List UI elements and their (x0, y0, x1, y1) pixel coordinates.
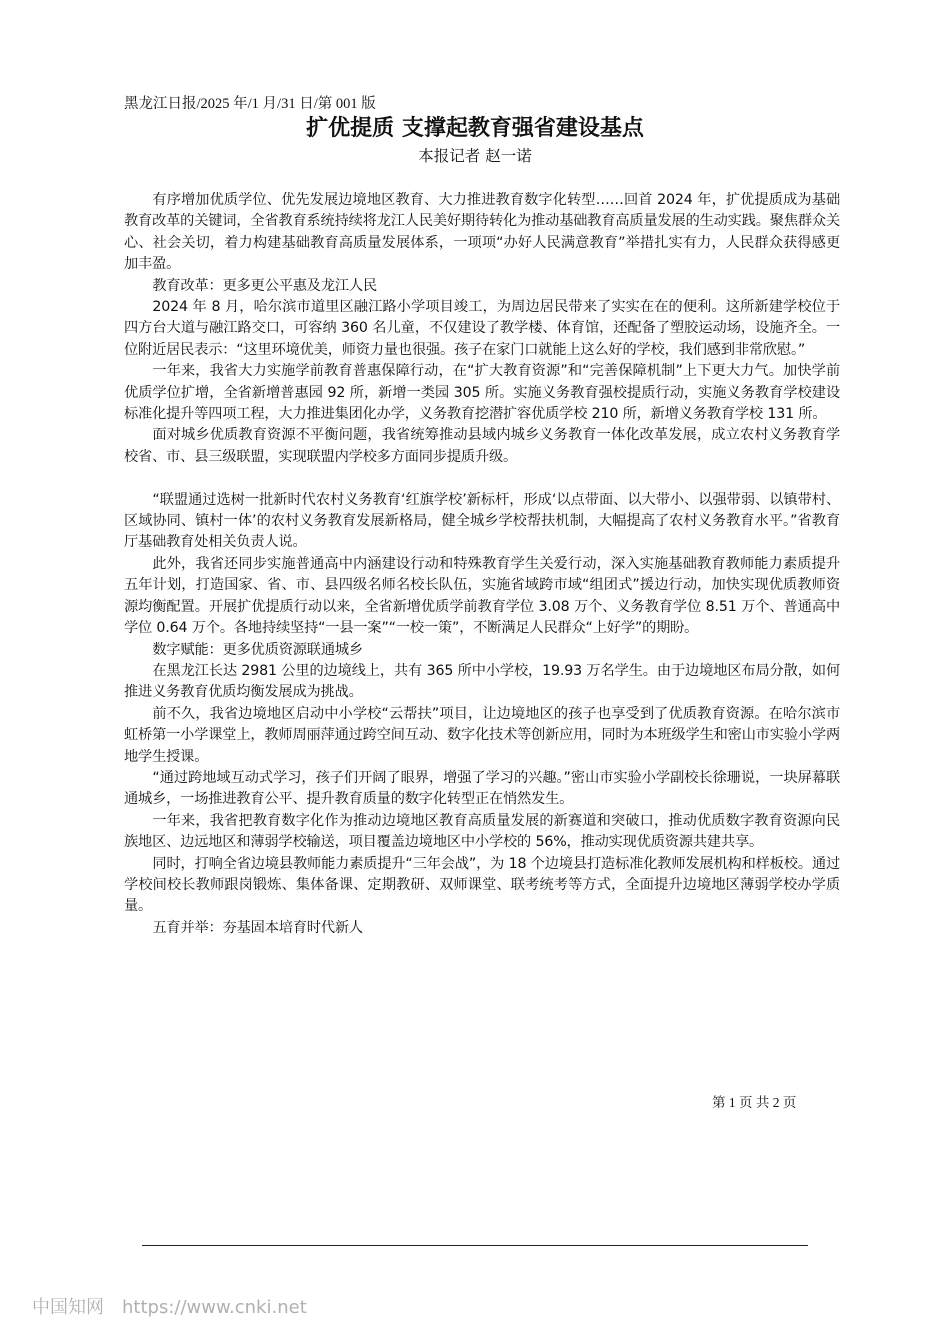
paragraph-quote: “联盟通过选树一批新时代农村义务教育‘红旗学校’新标杆，形成‘以点带面、以大带小、以强带弱、以镇带村、区域协同、镇村一体’的农村义务教育发展新格局，健全城乡学校帮扶机制，大幅提高了农村义务教育水平。”省教育厅基础教育处相关负责人说。 (124, 491, 840, 551)
paragraph: 此外，我省还同步实施普通高中内涵建设行动和特殊教育学生关爱行动，深入实施基础教育教师能力素质提升五年计划，打造国家、省、市、县四级名师名校长队伍，实施省域跨市域“组团式”援边行动，加快实现优质教师资源均衡配置。开展扩优提质行动以来，全省新增优质学前教育学位 3.08 万个、义务教育学位 8.51 万个、普通高中学位 0.64 万个。各地持续坚持“一县一案”“一校一策”，不断满足人民群众“上好学”的期盼。 (124, 555, 840, 637)
paragraph: 在黑龙江长达 2981 公里的边境线上，共有 365 所中小学校，19.93 万名学生。由于边境地区布局分散，如何推进义务教育优质均衡发展成为挑战。 (124, 662, 840, 701)
section-heading-five-education: 五育并举：夯基固本培育时代新人 (152, 919, 363, 936)
paragraph: 2024 年 8 月，哈尔滨市道里区融江路小学项目竣工，为周边居民带来了实实在在的便利。这所新建学校位于四方台大道与融江路交口，可容纳 360 名儿童，不仅建设了教学楼、体育馆，还配备了塑胶运动场，设施齐全。一位附近居民表示：“这里环境优美，师资力量也很强。孩子在家门口就能上这么好的学校，我们感到非常欣慰。” (124, 299, 840, 358)
paragraph: 面对城乡优质教育资源不平衡问题，我省统筹推动县域内城乡义务教育一体化改革发展，成立农村义务教育学校省、市、县三级联盟，实现联盟内学校多方面同步提质升级。 (124, 427, 840, 465)
source-line: 黑龙江日报/2025 年/1 月/31 日/第 001 版 (124, 96, 376, 112)
footer-watermark (32, 1293, 307, 1319)
paragraph: 一年来，我省把教育数字化作为推动边境地区教育高质量发展的新赛道和突破口，推动优质数字教育资源向民族地区、边远地区和薄弱学校输送，项目覆盖边境地区中小学校的 56%，推动实现优质资源共建共享。 (124, 812, 840, 851)
footer-url[interactable]: https://www.cnki.net (122, 1297, 307, 1318)
article-title: 扩优提质 支撑起教育强省建设基点 (306, 116, 644, 141)
footer-divider (142, 1245, 808, 1246)
article-body (124, 190, 840, 939)
page-number: 第 1 页 共 2 页 (712, 1095, 797, 1110)
paragraph: 前不久，我省边境地区启动中小学校“云帮扶”项目，让边境地区的孩子也享受到了优质教育资源。在哈尔滨市虹桥第一小学课堂上，教师周丽萍通过跨空间互动、数字化技术等创新应用，同时为本班级学生和密山市实验小学两地学生授课。 (124, 705, 840, 765)
article-author: 本报记者 赵一诺 (418, 147, 532, 165)
paragraph-quote: “通过跨地域互动式学习，孩子们开阔了眼界，增强了学习的兴趣。”密山市实验小学副校长徐珊说，一块屏幕联通城乡，一场推进教育公平、提升教育质量的数字化转型正在悄然发生。 (124, 769, 840, 808)
paragraph: 一年来，我省大力实施学前教育普惠保障行动，在“扩大教育资源”和“完善保障机制”上下更大力气。加快学前优质学位扩增，全省新增普惠园 92 所，新增一类园 305 所。实施义务教育强校提质行动，实施义务教育学校建设标准化提升等四项工程，大力推进集团化办学，义务教育挖潜扩容优质学校 210 所，新增义务教育学校 131 所。 (124, 363, 840, 423)
section-heading-digital: 数字赋能：更多优质资源联通城乡 (152, 641, 363, 658)
paragraph: 同时，打响全省边境县教师能力素质提升“三年会战”，为 18 个边境县打造标准化教师发展机构和样板校。通过学校间校长教师跟岗锻炼、集体备课、定期教研、双师课堂、联考统考等方式，全面提升边境地区薄弱学校办学质量。 (124, 855, 840, 915)
footer-brand: 中国知网 (32, 1297, 104, 1318)
section-heading-education-reform: 教育改革：更多更公平惠及龙江人民 (152, 277, 377, 294)
paragraph-intro: 有序增加优质学位、优先发展边境地区教育、大力推进教育数字化转型……回首 2024 年，扩优提质成为基础教育改革的关键词，全省教育系统持续将龙江人民美好期待转化为推动基础教育高质量发展的生动实践。聚焦群众关心、社会关切，着力构建基础教育高质量发展体系，一项项“办好人民满意教育”举措扎实有力，人民群众获得感更加丰盈。 (124, 192, 840, 273)
